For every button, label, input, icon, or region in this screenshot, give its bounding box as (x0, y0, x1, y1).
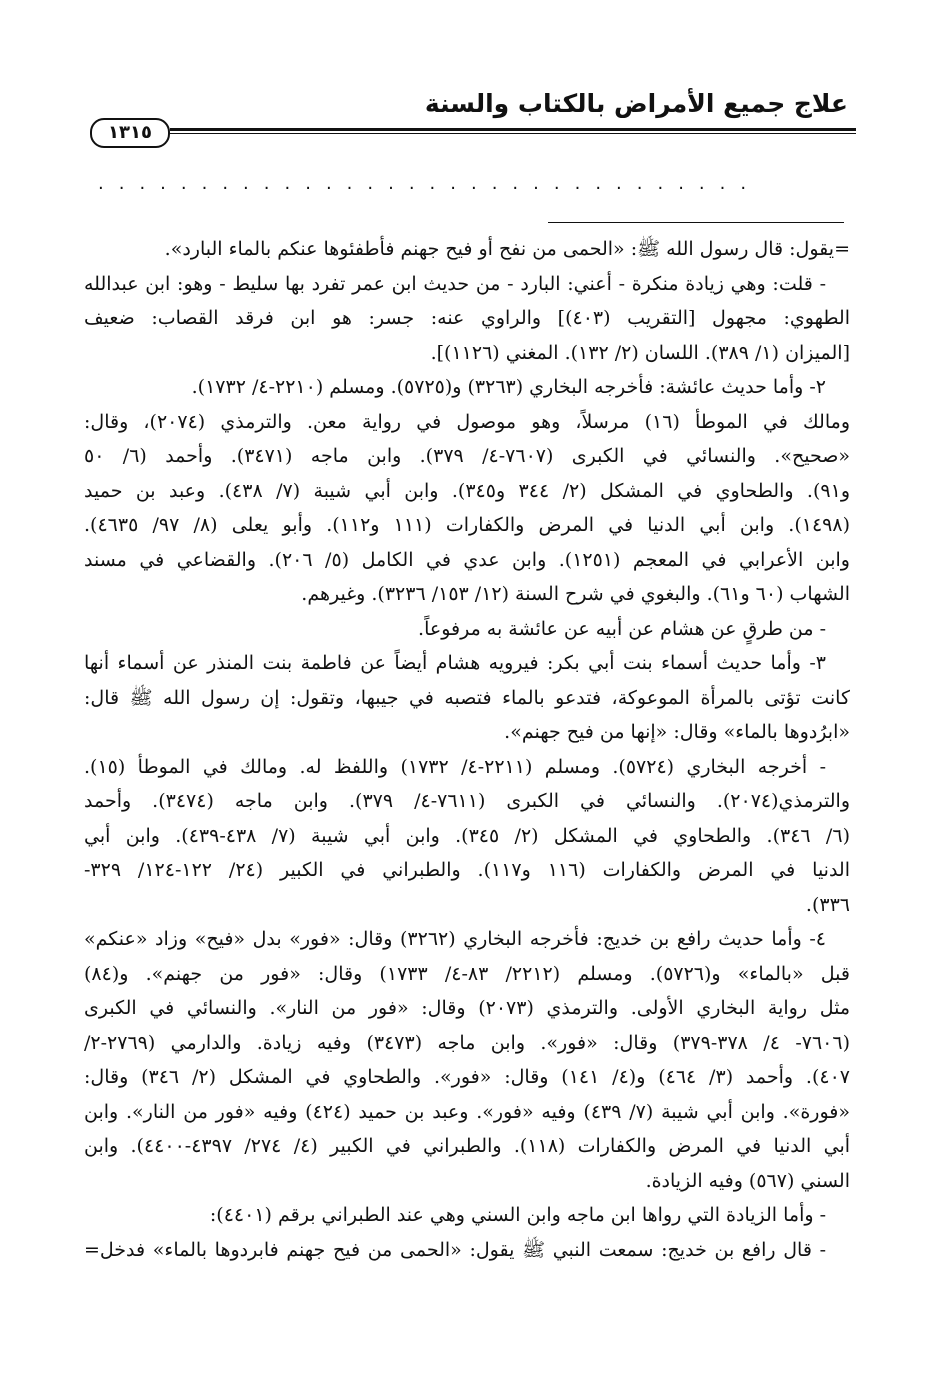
text-line: ٢- وأما حديث عائشة: فأخرجه البخاري (٣٢٦٣) و(٥٧٢٥). ومسلم (٢٢١٠-٤/ ١٧٣٢). (191, 376, 826, 398)
text-line: (٧٦٠٦- ٤/ ٣٧٨-٣٧٩) وقال: «فور». وابن ماجه (٣٤٧٣) وفيه زيادة. والدارمي (٢٧٦٩-٢/ (84, 1031, 850, 1054)
text-line: - أخرجه البخاري (٥٧٢٤). ومسلم (٢٢١١-٤/ ١٧٣٢) واللفظ له. ومالك في الموطأ (١٥). (84, 755, 826, 778)
footnote-rule (548, 222, 844, 223)
text-line: ٣٣٦). (805, 893, 850, 916)
text-line: =يقول: قال رسول الله ﷺ: «الحمى من نفح أو فيح جهنم فأطفئوها عنكم بالماء البارد». (164, 238, 850, 260)
text-line: ٤٠٧). وأحمد (٣/ ٤٦٤) و(٤/ ١٤١) وقال: «فور». والطحاوي في المشكل (٢/ ٣٤٦) وقال: (84, 1066, 850, 1088)
text-line: - قال رافع بن خديج: سمعت النبي ﷺ يقول: «الحمى من فيح جهنم فابردوها بالماء» فدخل= (84, 1238, 826, 1261)
text-line: [الميزان (١/ ٣٨٩). اللسان (٢/ ١٣٢). المغني (١١٢٦)]. (430, 341, 850, 364)
text-line: الشهاب (٦٠ و٦١). والبغوي في شرح السنة (١٢/ ١٥٣/ ٣٢٣٦). وغيرهم. (301, 583, 850, 605)
text-line: كانت تؤتى بالمرأة الموعوكة، فتدعو بالماء فتصبه في جيبها، وتقول: إن رسول الله ﷺ قال: (84, 686, 850, 709)
page-number-badge: ١٣١٥ (90, 118, 170, 148)
text-line: مثل رواية البخاري الأولى. والترمذي (٢٠٧٣) وقال: «فور من النار». والنسائي في الكبرى (84, 997, 850, 1019)
text-line: ومالك في الموطأ (١٦) مرسلاً، وهو موصول في رواية معن. والترمذي (٢٠٧٤)، وقال: (84, 410, 850, 433)
text-line: السني (٥٦٧) وفيه الزيادة. (645, 1169, 850, 1192)
text-line: والترمذي(٢٠٧٤). والنسائي في الكبرى (٧٦١١-٤/ ٣٧٩). وابن ماجه (٣٤٧٤). وأحمد (84, 790, 850, 812)
text-line: ٣- وأما حديث أسماء بنت أبي بكر: فيرويه هشام أيضاً عن فاطمة بنت المنذر عن أسماء أنها (84, 652, 826, 674)
dotted-separator: ................................ (98, 174, 762, 194)
text-line: - من طرقٍ عن هشام عن أبيه عن عائشة به مرفوعاً. (418, 617, 826, 640)
text-line: (١٤٩٨). وابن أبي الدنيا في المرض والكفارات (١١١ و١١٢). وأبو يعلى (٨/ ٩٧/ ٤٦٣٥). (84, 514, 850, 536)
text-line: - وأما الزيادة التي رواها ابن ماجه وابن السني وهي عند الطبراني برقم (٤٤٠١): (209, 1204, 826, 1226)
text-line: «ابرُدوها بالماء» وقال: «إنها من فيح جهنم». (504, 721, 850, 743)
text-line: الطهوي: مجهول [التقريب (٤٠٣)] والراوي عنه: جسر: هو ابن فرقد القصاب: ضعيف (84, 307, 850, 329)
text-line: قبل «بالماء» و(٥٧٢٦). ومسلم (٢٢١٢/ ٨٣-٤/ ١٧٣٣) وقال: «فور من جهنم». و(٨٤) (84, 962, 850, 985)
header-rule (170, 128, 856, 131)
page-header (86, 84, 856, 144)
text-line: (٦/ ٣٤٦). والطحاوي في المشكل (٢/ ٣٤٥). وابن أبي شيبة (٧/ ٤٣٨-٤٣٩). وابن أبي (84, 824, 850, 847)
text-line: وابن الأعرابي في المعجم (١٢٥١). وابن عدي في الكامل (٥/ ٢٠٦). والقضاعي في مسند (84, 548, 850, 571)
text-line: و٩١). والطحاوي في المشكل (٢/ ٣٤٤ و٣٤٥). وابن أبي شيبة (٧/ ٤٣٨). وعبد بن حميد (84, 479, 850, 502)
footnote-text (84, 232, 850, 1267)
text-line: - قلت: وهي زيادة منكرة - أعني: البارد - من حديث ابن عمر تفرد بها سليط - وهو: ابن عبدالله (84, 272, 826, 295)
running-title: علاج جميع الأمراض بالكتاب والسنة (424, 89, 848, 118)
text-line: «صحيح». والنسائي في الكبرى (٧٦٠٧-٤/ ٣٧٩). وابن ماجه (٣٤٧١). وأحمد (٦/ ٥٠ (84, 445, 850, 467)
text-line: ٤- وأما حديث رافع بن خديج: فأخرجه البخاري (٣٢٦٢) وقال: «فور» بدل «فيح» وزاد «عنكم» (84, 928, 826, 950)
text-line: الدنيا في المرض والكفارات (١١٦ و١١٧). والطبراني في الكبير (٢٤/ ١٢٢-١٢٤/ ٣٢٩- (84, 859, 850, 881)
text-line: «فورة». وابن أبي شيبة (٧/ ٤٣٩) وفيه «فور». وعبد بن حميد (٤٢٤) وفيه «فور من النار». وابن (84, 1100, 850, 1123)
header-rule-thin (170, 133, 856, 134)
text-line: أبي الدنيا في المرض والكفارات (١١٨). والطبراني في الكبير (٤/ ٢٧٤/ ٤٣٩٧-٤٤٠٠). وابن (84, 1135, 850, 1157)
